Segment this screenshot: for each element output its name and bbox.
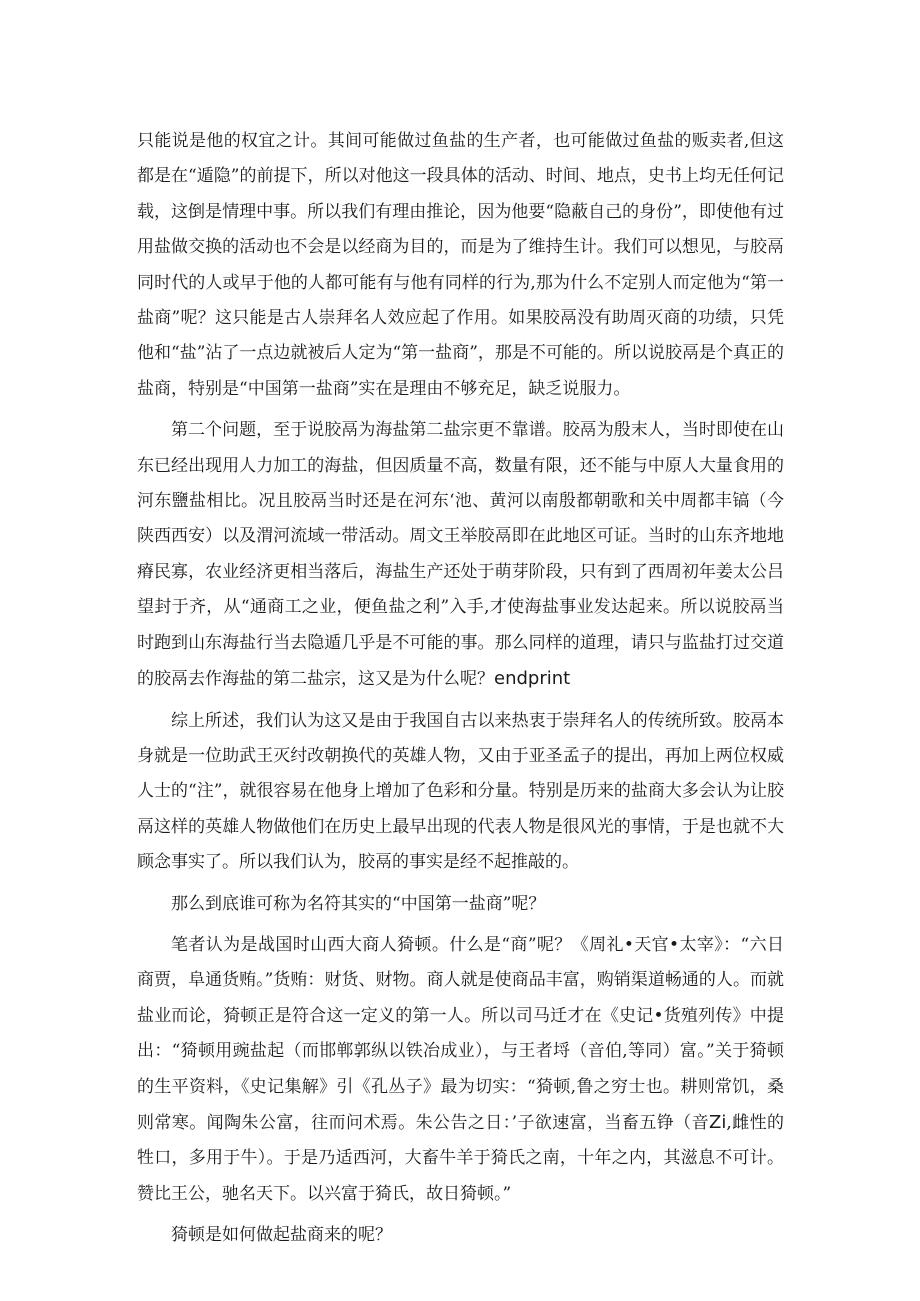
paragraph-5-text-b: ,雌性的牲口，多用于牛）。于是乃适西河，大畜牛羊于猗氏之南，十年之内，其滋息不可计。赞比王公，驰名天下。以兴富于猗氏，故日猗顿。” xyxy=(137,1112,785,1204)
paragraph-6: 猗顿是如何做起盐商来的呢？ xyxy=(171,1225,392,1246)
article-body xyxy=(137,124,784,1254)
paragraph-4: 那么到底谁可称为名符其实的“中国第一盐商”呢？ xyxy=(171,893,546,914)
pinyin-annotation: Zi xyxy=(709,1111,727,1133)
paragraph-5 xyxy=(137,928,784,1212)
paragraph-1: 只能说是他的权宜之计。其间可能做过鱼盐的生产者，也可能做过鱼盐的贩卖者,但这都是在“遁隐”的前提下，所以对他这一段具体的活动、时间、地点，史书上均无任何记载，这倒是情理中事。所以我们有理由推论，因为他要“隐蔽自己的身份”，即使他有过用盐做交换的活动也不会是以经商为目的，而是为了维持生计。我们可以想见，与胶鬲同时代的人或早于他的人都可能有与他有同样的行为,那为什么不定别人而定他为“第一盐商”呢？这只能是古人崇拜名人效应起了作用。如果胶鬲没有助周灭商的功绩，只凭他和“盐”沾了一点边就被后人定为“第一盐商”，那是不可能的。所以说胶鬲是个真正的盐商，特别是“中国第一盐商”实在是理由不够充足，缺乏说服力。 xyxy=(137,131,784,399)
paragraph-3: 综上所述，我们认为这又是由于我国自古以来热衷于崇拜名人的传统所致。胶鬲本身就是一位助武王灭纣改朝换代的英雄人物，又由于亚圣孟子的提出，再加上两位权威人士的“注”，就很容易在他身上增加了色彩和分量。特别是历来的盐商大多会认为让胶鬲这样的英雄人物做他们在历史上最早出现的代表人物是很风光的事情，于是也就不大顾念事实了。所以我们认为，胶鬲的事实是经不起推敲的。 xyxy=(137,710,784,873)
paragraph-2-text: 第二个问题，至于说胶鬲为海盐第二盐宗更不靠谱。胶鬲为殷末人，当时即使在山东已经出现用人力加工的海盐，但因质量不高，数量有限，还不能与中原人大量食用的河东鹽盐相比。况且胶鬲当时还是在河东‘池、黄河以南殷都朝歌和关中周都丰镐（今陕西西安）以及渭河流域一带活动。周文王举胶鬲即在此地区可证。当时的山东齐地地瘠民寡，农业经济更相当落后，海盐生产还处于萌芽阶段，只有到了西周初年姜太公吕望封于齐，从“通商工之业，便鱼盐之利”入手,才使海盐事业发达起来。所以说胶鬲当时跑到山东海盐行当去隐遁几乎是不可能的事。那么同样的道理，请只与监盐打过交道的胶鬲去作海盐的第二盐宗，这又是为什么呢？ xyxy=(137,420,784,690)
paragraph-5-text-a: 笔者认为是战国时山西大商人猗顿。什么是“商”呢？《周礼•天官•太宰》：“六日商贾，阜通货贿。”货贿：财货、财物。商人就是使商品丰富，购销渠道畅通的人。而就盐业而论，猗顿正是符合这一定义的第一人。所以司马迁才在《史记•货殖列传》中提出：“猗顿用豌盐起（而邯郸郭纵以铁冶成业），与王者埒（音伯,等同）富。”关于猗顿的生平资料，《史记集解》引《孔丛子》最为切实：“猗顿,鲁之穷士也。耕则常饥，桑则常寒。闻陶朱公富，往而问术焉。朱公告之日：’子欲速富，当畜五铮（音 xyxy=(137,934,784,1133)
paragraph-2 xyxy=(137,413,784,697)
endprint-marker: endprint xyxy=(494,668,571,690)
